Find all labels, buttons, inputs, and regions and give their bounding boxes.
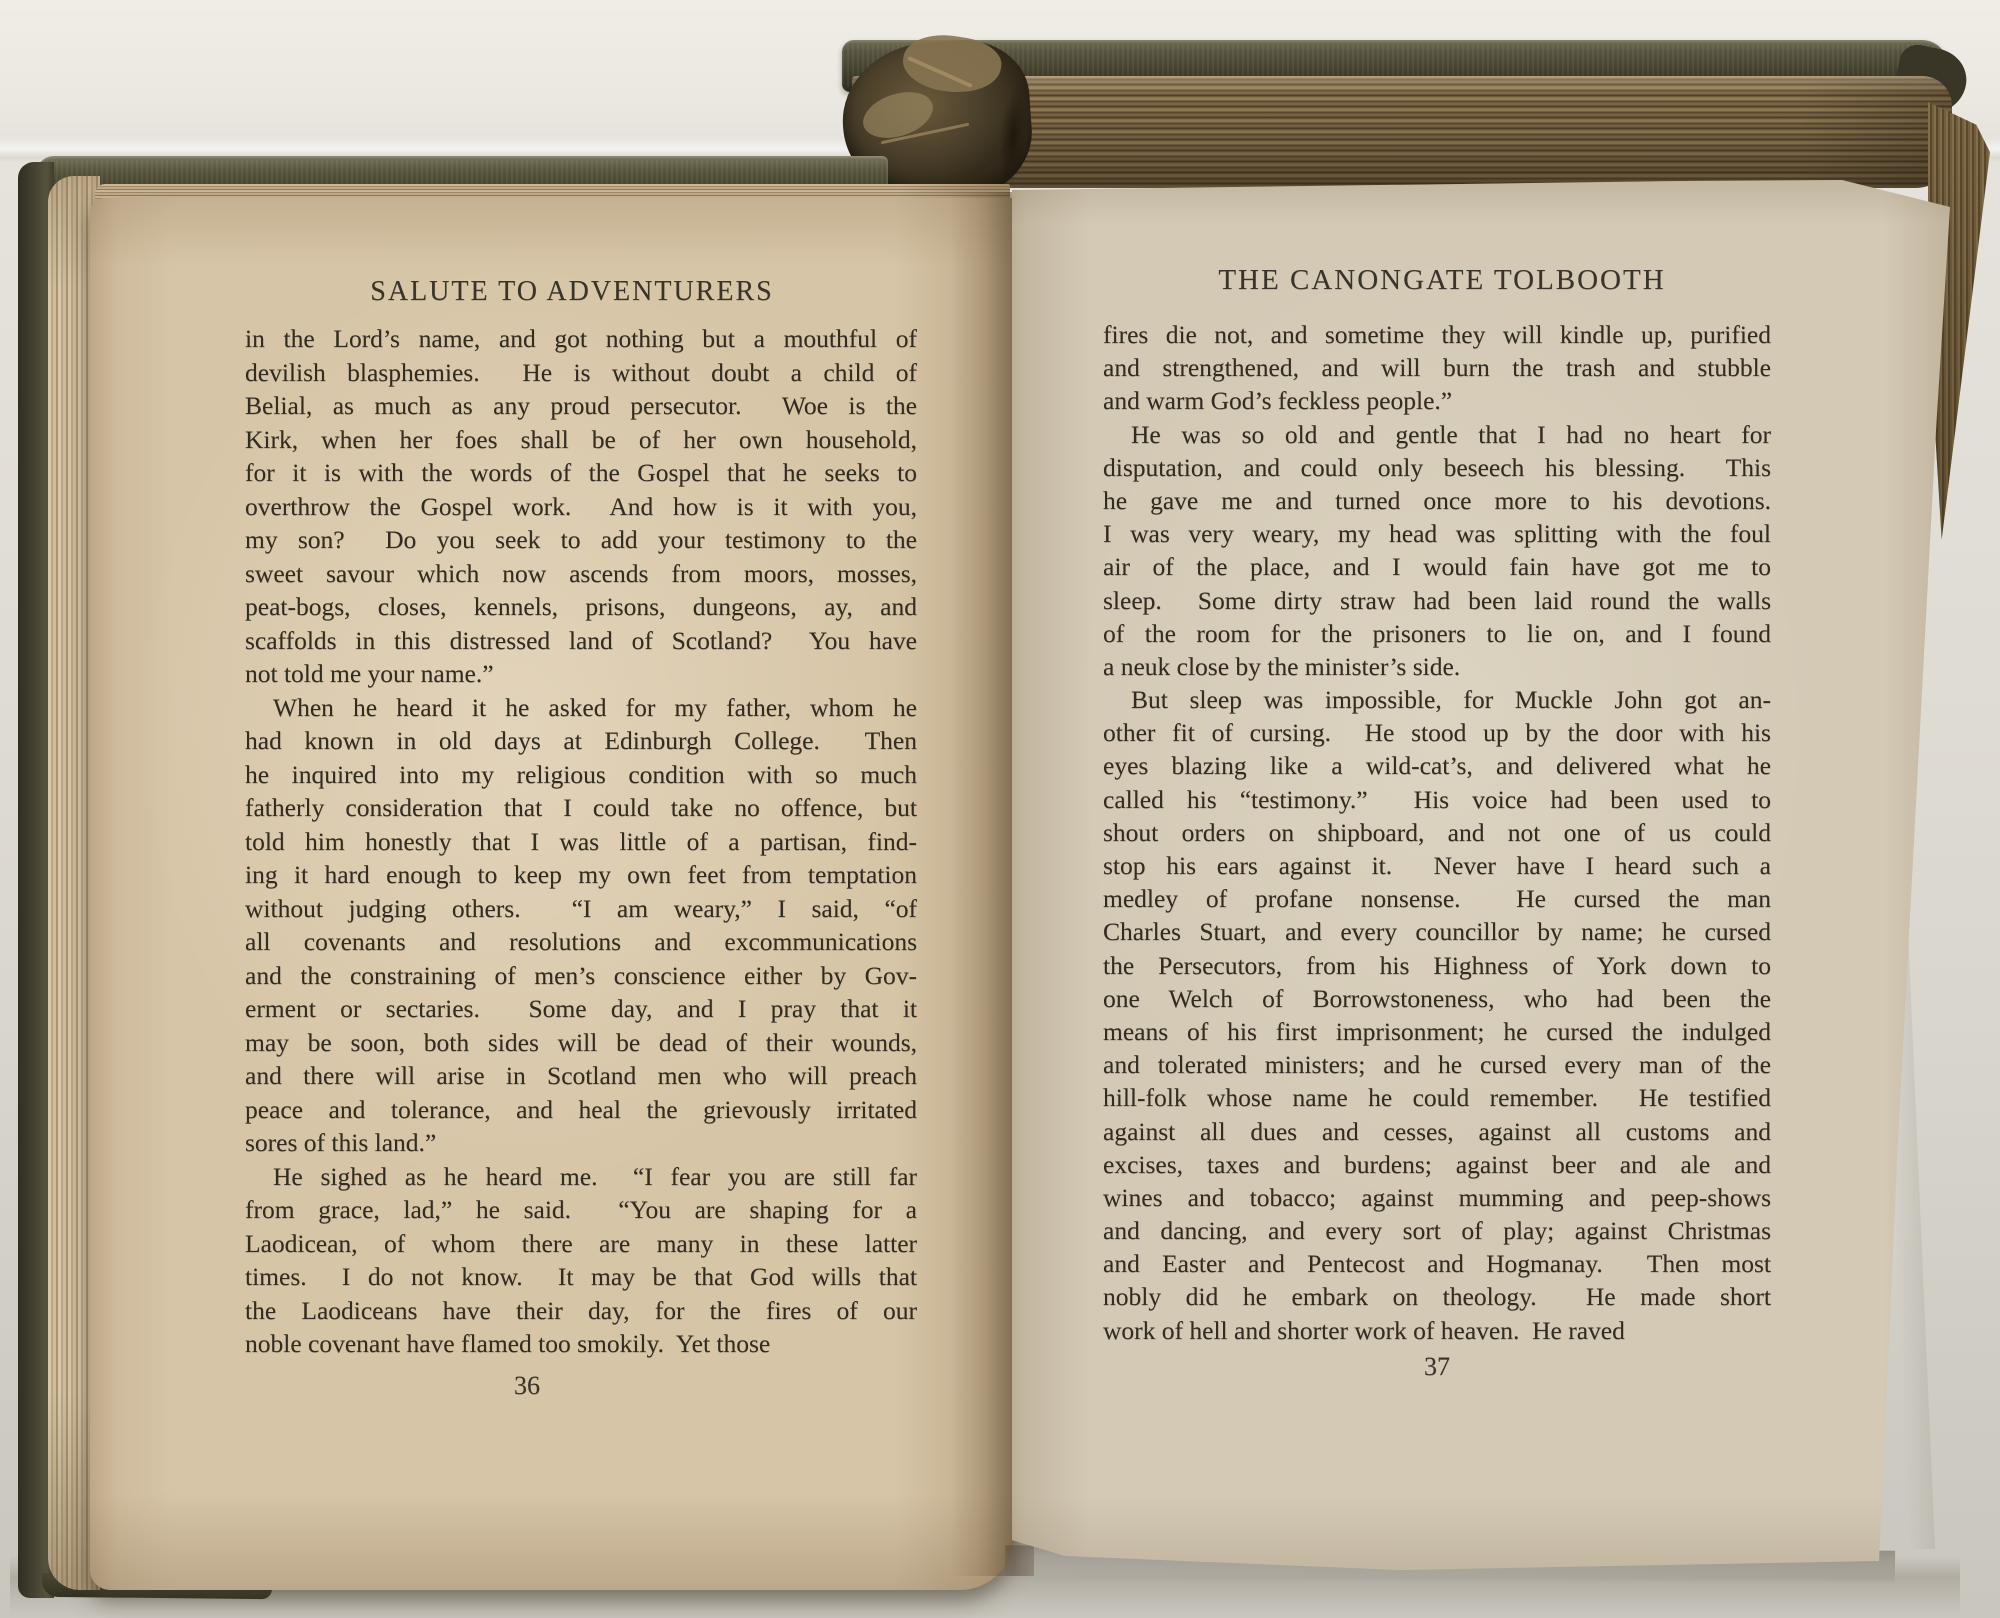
left-running-head: SALUTE TO ADVENTURERS	[370, 276, 774, 307]
left-page-text	[245, 275, 917, 1361]
text-line: shout orders on shipboard, and not one of us could	[1103, 817, 1771, 847]
text-line: He was so old and gentle that I had no heart for	[1131, 419, 1771, 449]
text-line: a neuk close by the minister’s side.	[1103, 651, 1461, 681]
text-line: my son? Do you seek to add your testimony to the	[245, 525, 917, 554]
text-line: called his “testimony.” His voice had been used to	[1103, 784, 1771, 814]
text-line: times. I do not know. It may be that God wills that	[245, 1262, 917, 1291]
paragraph	[1103, 318, 1771, 418]
paragraph	[245, 691, 917, 1160]
text-line: he gave me and turned once more to his devotions.	[1103, 485, 1771, 515]
paragraph	[1103, 418, 1771, 684]
text-line: devilish blasphemies. He is without doubt a child of	[245, 357, 917, 387]
text-line: he inquired into my religious condition with so much	[245, 759, 917, 789]
text-line: scaffolds in this distressed land of Scotland? You have	[245, 625, 917, 655]
text-line: sweet savour which now ascends from moors, mosses,	[245, 558, 917, 588]
text-line: other fit of cursing. He stood up by the door with his	[1103, 718, 1771, 748]
text-line: had known in old days at Edinburgh College. Then	[245, 726, 917, 755]
right-page-text	[1103, 263, 1771, 1347]
text-line: and tolerated ministers; and he cursed every man of the	[1103, 1050, 1771, 1080]
text-line: not told me your name.”	[245, 659, 494, 688]
text-line: from grace, lad,” he said. “You are shaping for a	[245, 1195, 917, 1224]
left-page-number: 36	[514, 1371, 540, 1400]
text-line: Belial, as much as any proud persecutor. Woe is the	[245, 391, 917, 420]
text-line: sores of this land.”	[245, 1128, 437, 1157]
text-line: wines and tobacco; against mumming and peep-shows	[1103, 1182, 1771, 1212]
text-line: the Persecutors, from his Highness of York down to	[1103, 950, 1771, 980]
text-line: But sleep was impossible, for Muckle John got an-	[1131, 685, 1771, 715]
right-running-head: THE CANONGATE TOLBOOTH	[1218, 264, 1666, 296]
text-line: erment or sectaries. Some day, and I pray that it	[245, 994, 917, 1023]
text-line: one Welch of Borrowstoneness, who had been the	[1103, 983, 1771, 1013]
text-line: and Easter and Pentecost and Hogmanay. Then most	[1103, 1249, 1771, 1279]
text-line: may be soon, both sides will be dead of their wounds,	[245, 1027, 917, 1057]
text-line: fatherly consideration that I could take no offence, but	[245, 793, 917, 822]
left-page-body	[245, 322, 917, 1361]
text-line: Charles Stuart, and every councillor by name; he cursed	[1103, 917, 1771, 947]
text-line: against all dues and cesses, against all customs and	[1103, 1116, 1771, 1146]
text-line: air of the place, and I would fain have got me to	[1103, 552, 1771, 582]
text-line: medley of profane nonsense. He cursed the man	[1103, 884, 1771, 914]
right-page-body	[1103, 318, 1771, 1347]
text-line: nobly did he embark on theology. He made short	[1103, 1282, 1771, 1312]
text-line: all covenants and resolutions and excommunications	[245, 927, 917, 956]
text-line: the Laodiceans have their day, for the fires of our	[245, 1295, 917, 1325]
text-line: means of his first imprisonment; he cursed the indulged	[1103, 1016, 1771, 1046]
text-line: disputation, and could only beseech his blessing. This	[1103, 452, 1771, 482]
text-line: excises, taxes and burdens; against beer and ale and	[1103, 1149, 1771, 1179]
text-line: eyes blazing like a wild-cat’s, and delivered what he	[1103, 751, 1771, 781]
text-line: hill-folk whose name he could remember. He testified	[1103, 1083, 1771, 1113]
text-line: and dancing, and every sort of play; against Christmas	[1103, 1216, 1771, 1246]
text-line: peat-bogs, closes, kennels, prisons, dungeons, ay, and	[245, 592, 917, 621]
right-page-number: 37	[1424, 1352, 1450, 1381]
text-line: for it is with the words of the Gospel that he seeks to	[245, 458, 917, 487]
text-line: peace and tolerance, and heal the grievously irritated	[245, 1094, 917, 1124]
text-line: When he heard it he asked for my father, whom he	[273, 692, 917, 722]
text-line: in the Lord’s name, and got nothing but a mouthful of	[245, 324, 917, 353]
text-line: and the constraining of men’s conscience either by Gov-	[245, 960, 917, 990]
text-line: told him honestly that I was little of a partisan, find-	[245, 826, 917, 856]
text-line: fires die not, and sometime they will kindle up, purified	[1103, 320, 1771, 349]
paragraph	[245, 1160, 917, 1361]
text-line: He sighed as he heard me. “I fear you are still far	[273, 1161, 917, 1191]
text-line: work of hell and shorter work of heaven. He raved	[1103, 1315, 1625, 1345]
text-line: without judging others. “I am weary,” I said, “of	[245, 893, 917, 923]
text-line: Laodicean, of whom there are many in these latter	[245, 1228, 917, 1258]
text-line: ing it hard enough to keep my own feet from temptation	[245, 860, 917, 889]
text-line: Kirk, when her foes shall be of her own household,	[245, 424, 917, 454]
text-line: sleep. Some dirty straw had been laid round the walls	[1103, 585, 1771, 615]
text-line: overthrow the Gospel work. And how is it with you,	[245, 491, 917, 521]
paragraph	[1103, 683, 1771, 1347]
text-line: stop his ears against it. Never have I heard such a	[1103, 851, 1771, 880]
text-line: noble covenant have flamed too smokily. Yet those	[245, 1329, 771, 1358]
text-line: and warm God’s feckless people.”	[1103, 386, 1453, 416]
text-line: and there will arise in Scotland men who will preach	[245, 1061, 917, 1090]
text-line: and strengthened, and will burn the trash and stubble	[1103, 353, 1771, 383]
text-line: of the room for the prisoners to lie on, and I found	[1103, 618, 1771, 648]
text-line: I was very weary, my head was splitting with the foul	[1103, 519, 1771, 549]
paragraph	[245, 322, 917, 691]
